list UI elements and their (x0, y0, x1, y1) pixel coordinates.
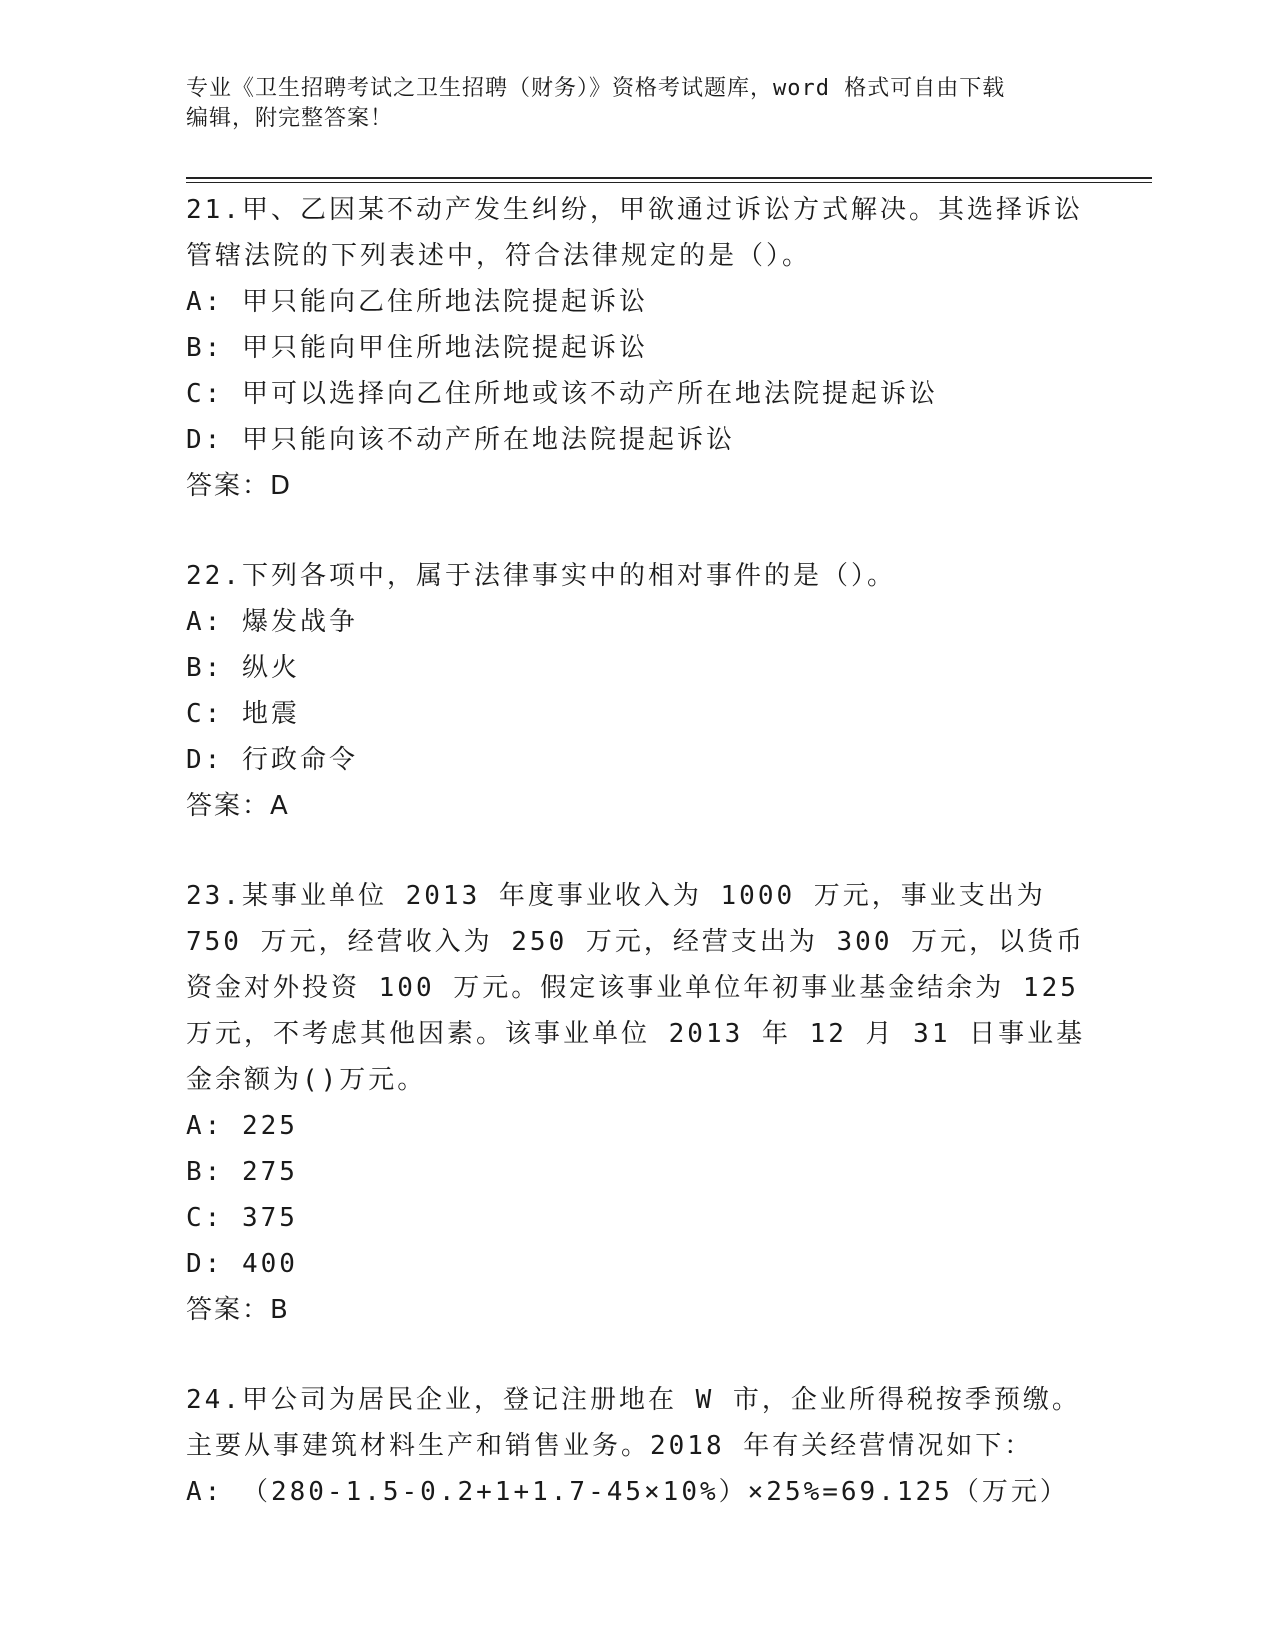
option-a: A: 甲只能向乙住所地法院提起诉讼 (186, 287, 648, 317)
question-22 (186, 553, 1086, 829)
option-b: B: 纵火 (186, 653, 300, 683)
header-divider-thick (186, 177, 1152, 179)
option-a: A: 爆发战争 (186, 607, 358, 637)
question-text: 23.某事业单位 2013 年度事业收入为 1000 万元，事业支出为 750 万元，经营收入为 250 万元，经营支出为 300 万元，以货币资金对外投资 100 万元。假定该事业单位年初事业基金结余为 125 万元，不考虑其他因素。该事业单位 2013 年 12 月 31 日事业基金余额为()万元。 (186, 881, 1086, 1095)
header-divider-thin (186, 182, 1152, 183)
option-b: B: 甲只能向甲住所地法院提起诉讼 (186, 333, 648, 363)
question-text: 24.甲公司为居民企业，登记注册地在 W 市，企业所得税按季预缴。主要从事建筑材料生产和销售业务。2018 年有关经营情况如下： (186, 1385, 1081, 1461)
question-23 (186, 873, 1086, 1333)
header-line-2: 编辑，附完整答案！ (186, 106, 394, 131)
answer: 答案：B (186, 1295, 290, 1325)
header-line-1: 专业《卫生招聘考试之卫生招聘（财务）》资格考试题库，word 格式可自由下载 (186, 76, 1006, 101)
question-24 (186, 1377, 1086, 1515)
answer: 答案：A (186, 791, 290, 821)
question-list (186, 187, 1086, 1559)
option-b: B: 275 (186, 1157, 298, 1187)
question-text: 21.甲、乙因某不动产发生纠纷，甲欲通过诉讼方式解决。其选择诉讼管辖法院的下列表述中，符合法律规定的是（）。 (186, 195, 1083, 271)
option-d: D: 行政命令 (186, 745, 358, 775)
answer: 答案：D (186, 471, 293, 501)
option-c: C: 甲可以选择向乙住所地或该不动产所在地法院提起诉讼 (186, 379, 938, 409)
question-text: 22.下列各项中，属于法律事实中的相对事件的是（）。 (186, 561, 896, 591)
document-header (186, 74, 1086, 134)
option-d: D: 400 (186, 1249, 298, 1279)
option-a: A: （280-1.5-0.2+1+1.7-45×10%）×25%=69.125（万元） (186, 1477, 1069, 1507)
option-a: A: 225 (186, 1111, 298, 1141)
option-c: C: 375 (186, 1203, 298, 1233)
option-d: D: 甲只能向该不动产所在地法院提起诉讼 (186, 425, 735, 455)
question-21 (186, 187, 1086, 509)
option-c: C: 地震 (186, 699, 300, 729)
